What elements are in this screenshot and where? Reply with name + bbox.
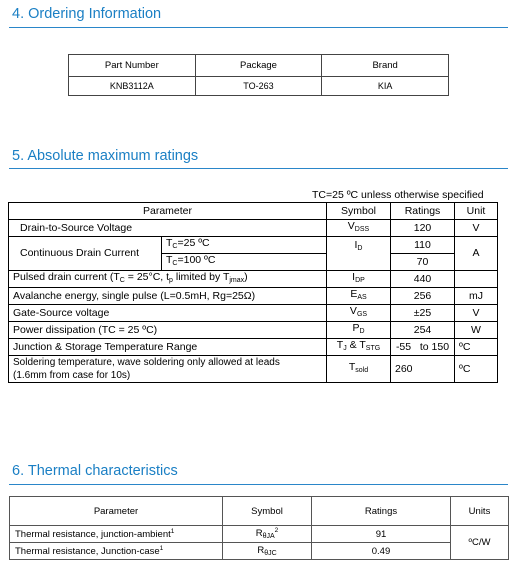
header-ratings: Ratings xyxy=(391,203,455,220)
header-part-number: Part Number xyxy=(69,55,196,77)
symbol-cell: $I_{DP}$ xyxy=(327,271,391,288)
brand-cell: KIA xyxy=(322,77,449,96)
unit-cell: W xyxy=(455,322,498,339)
symbol-cell: $V_{GS}$ xyxy=(327,305,391,322)
table-row xyxy=(10,526,509,543)
param-cell: Power dissipation (TC = 25 ºC) xyxy=(9,322,327,339)
value-cell: -55 to 150 xyxy=(391,339,455,356)
symbol-cell: $I_D$ xyxy=(327,237,391,271)
symbol-cell: $T_{sold}$ xyxy=(327,356,391,383)
header-symbol: Symbol xyxy=(223,497,312,526)
value-cell: 260 xyxy=(391,356,455,383)
param-cell: Drain-to-Source Voltage xyxy=(9,220,327,237)
ordering-table xyxy=(68,54,449,96)
table-row xyxy=(9,356,498,383)
param-cell: Junction & Storage Temperature Range xyxy=(9,339,327,356)
amr-table xyxy=(8,202,498,383)
table-row xyxy=(9,271,498,288)
param-cell: Soldering temperature, wave soldering only allowed at leads (1.6mm from case for 10s) xyxy=(9,356,327,383)
param-cell: Gate-Source voltage xyxy=(9,305,327,322)
symbol-cell: $T_J$ & $T_{STG}$ xyxy=(327,339,391,356)
value-cell: 256 xyxy=(391,288,455,305)
symbol-cell: $R_{\theta JC}$ xyxy=(223,543,312,560)
condition-cell: $T_C=100$ ºC xyxy=(162,254,327,271)
unit-cell: ºC xyxy=(455,339,498,356)
header-symbol: Symbol xyxy=(327,203,391,220)
amr-rule xyxy=(9,168,508,169)
table-header-row xyxy=(10,497,509,526)
header-unit: Unit xyxy=(455,203,498,220)
thermal-table xyxy=(9,496,509,560)
thermal-title: 6. Thermal characteristics xyxy=(12,463,178,479)
table-row xyxy=(9,305,498,322)
package-cell: TO-263 xyxy=(195,77,322,96)
ordering-rule xyxy=(9,27,508,28)
table-row xyxy=(10,543,509,560)
unit-cell: V xyxy=(455,305,498,322)
value-cell: 440 xyxy=(391,271,455,288)
table-header-row xyxy=(9,203,498,220)
value-cell: 120 xyxy=(391,220,455,237)
value-cell: 0.49 xyxy=(312,543,451,560)
symbol-cell: $V_{DSS}$ xyxy=(327,220,391,237)
header-ratings: Ratings xyxy=(312,497,451,526)
header-package: Package xyxy=(195,55,322,77)
thermal-rule xyxy=(9,484,508,485)
amr-title: 5. Absolute maximum ratings xyxy=(12,148,199,164)
value-cell: 91 xyxy=(312,526,451,543)
table-row xyxy=(9,288,498,305)
ordering-title: 4. Ordering Information xyxy=(12,6,162,22)
value-cell: 254 xyxy=(391,322,455,339)
part-number-cell: KNB3112A xyxy=(69,77,196,96)
value-cell: 70 xyxy=(391,254,455,271)
param-cell: Thermal resistance, Junction-case$^1$ xyxy=(10,543,223,560)
table-row xyxy=(9,322,498,339)
unit-cell: mJ xyxy=(455,288,498,305)
header-brand: Brand xyxy=(322,55,449,77)
param-cell: Avalanche energy, single pulse (L=0.5mH, Rg=25Ω) xyxy=(9,288,327,305)
param-cell: Continuous Drain Current xyxy=(9,237,162,271)
value-cell: ±25 xyxy=(391,305,455,322)
value-cell: 110 xyxy=(391,237,455,254)
unit-cell: V xyxy=(455,220,498,237)
unit-cell: ºC xyxy=(455,356,498,383)
unit-cell: A xyxy=(455,237,498,271)
symbol-cell: $R_{\theta JA}^2$ xyxy=(223,526,312,543)
param-cell: Thermal resistance, junction-ambient$^1$ xyxy=(10,526,223,543)
param-cell: Pulsed drain current ($T_C = 25^\circ C$, $t_p$ limited by $T_{jmax}$) xyxy=(9,271,327,288)
table-row xyxy=(9,339,498,356)
table-row xyxy=(69,77,449,96)
condition-cell: $T_C=25$ ºC xyxy=(162,237,327,254)
table-row xyxy=(9,220,498,237)
table-row xyxy=(9,237,498,254)
unit-cell: ºC/W xyxy=(451,526,509,560)
symbol-cell: $P_D$ xyxy=(327,322,391,339)
header-parameter: Parameter xyxy=(9,203,327,220)
conditions-note: TC=25 ºC unless otherwise specified xyxy=(312,189,484,201)
header-units: Units xyxy=(451,497,509,526)
header-parameter: Parameter xyxy=(10,497,223,526)
symbol-cell: $E_{AS}$ xyxy=(327,288,391,305)
unit-cell xyxy=(455,271,498,288)
